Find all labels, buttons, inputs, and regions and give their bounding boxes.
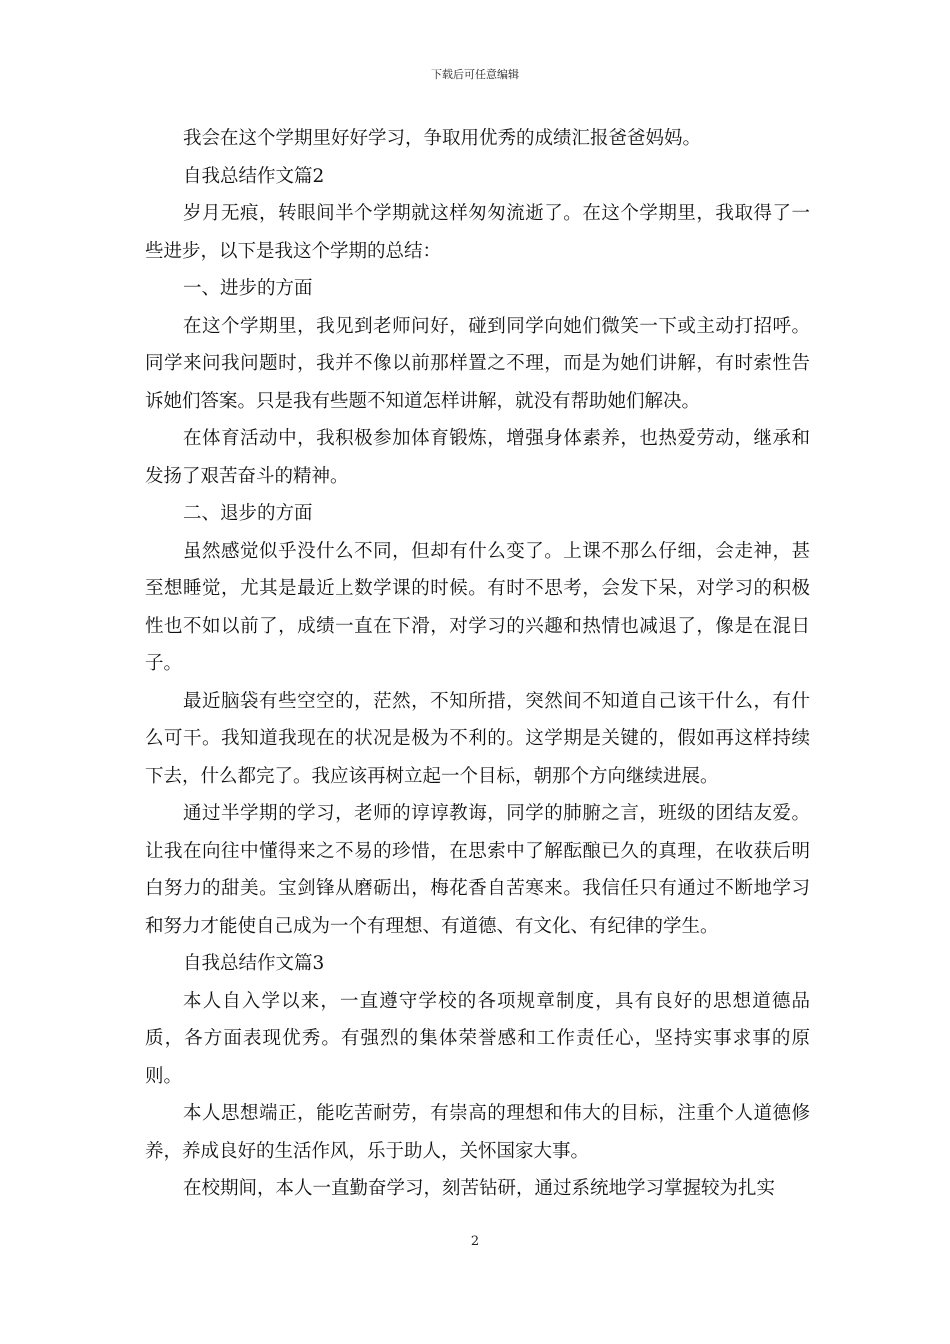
page-number: 2 <box>470 1234 480 1249</box>
paragraph: 本人自入学以来，一直遵守学校的各项规章制度，具有良好的思想道德品质，各方面表现优秀。有强烈的集体荣誉感和工作责任心，坚持实事求事的原则。 <box>145 990 810 1087</box>
paragraph: 在体育活动中，我积极参加体育锻炼，增强身体素养，也热爱劳动，继承和发扬了艰苦奋斗的精神。 <box>145 428 810 487</box>
section-heading: 自我总结作文篇2 <box>183 165 325 187</box>
paragraph: 在校期间，本人一直勤奋学习，刻苦钻研，通过系统地学习掌握较为扎实 <box>183 1178 776 1199</box>
paragraph: 通过半学期的学习，老师的谆谆教诲，同学的肺腑之言，班级的团结友爱。让我在向往中懂得来之不易的珍惜，在思索中了解酝酿已久的真理，在收获后明白努力的甜美。宝剑锋从磨砺出，梅花香自苦寒来。我信任只有通过不断地学习和努力才能使自己成为一个有理想、有道德、有文化、有纪律的学生。 <box>145 803 810 937</box>
paragraph: 最近脑袋有些空空的，茫然，不知所措，突然间不知道自己该干什么，有什么可干。我知道我现在的状况是极为不利的。这学期是关键的，假如再这样持续下去，什么都完了。我应该再树立起一个目标，朝那个方向继续进展。 <box>145 690 810 787</box>
paragraph: 我会在这个学期里好好学习，争取用优秀的成绩汇报爸爸妈妈。 <box>183 128 702 149</box>
section-heading: 一、进步的方面 <box>183 278 313 299</box>
page-header: 下载后可任意编辑 <box>431 68 519 81</box>
paragraph: 虽然感觉似乎没什么不同，但却有什么变了。上课不那么仔细，会走神，甚至想睡觉，尤其是最近上数学课的时候。有时不思考，会发下呆，对学习的积极性也不如以前了，成绩一直在下滑，对学习的兴趣和热情也减退了，像是在混日子。 <box>145 540 810 674</box>
section-heading: 自我总结作文篇3 <box>183 953 325 974</box>
paragraph: 本人思想端正，能吃苦耐劳，有崇高的理想和伟大的目标，注重个人道德修养，养成良好的生活作风，乐于助人，关怀国家大事。 <box>145 1103 810 1162</box>
paragraph: 在这个学期里，我见到老师问好，碰到同学向她们微笑一下或主动打招呼。同学来问我问题时，我并不像以前那样置之不理，而是为她们讲解，有时索性告诉她们答案。只是我有些题不知道怎样讲解，就没有帮助她们解决。 <box>145 315 810 412</box>
section-heading: 二、退步的方面 <box>183 503 313 524</box>
paragraph: 岁月无痕，转眼间半个学期就这样匆匆流逝了。在这个学期里，我取得了一些进步，以下是我这个学期的总结： <box>145 203 810 262</box>
document-body <box>145 120 810 1208</box>
